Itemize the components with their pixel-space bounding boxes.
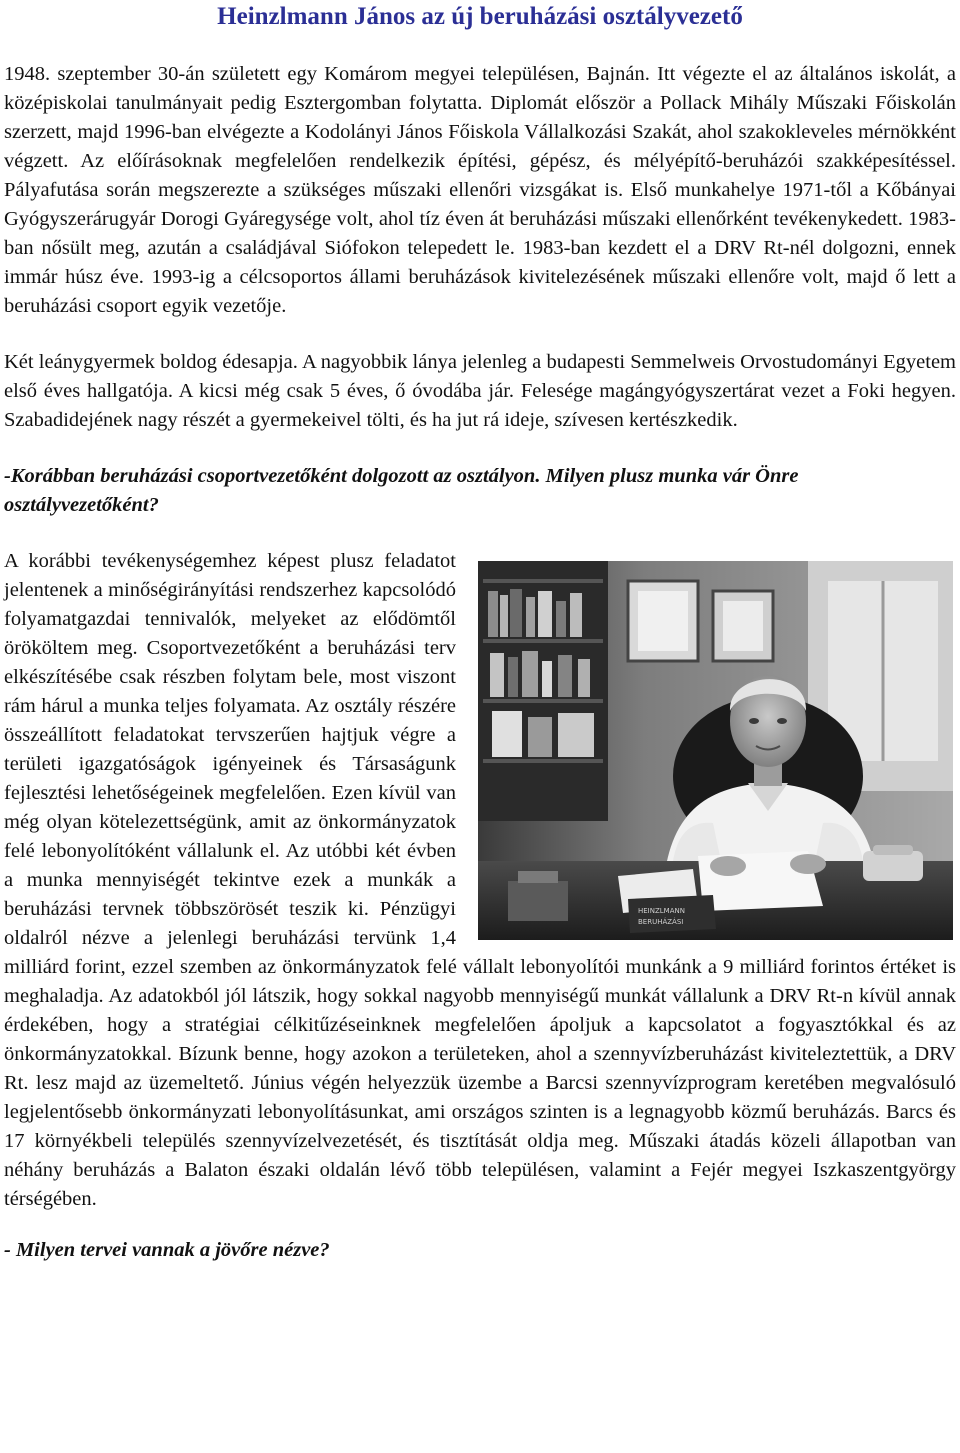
portrait-photo-icon <box>478 561 953 940</box>
answer-section <box>4 547 956 1214</box>
article-title: Heinzlmann János az új beruházási osztályvezető <box>217 3 743 30</box>
desk-sign-line-2: BERUHÁZÁSI <box>638 918 684 926</box>
interview-question-1: -Korábban beruházási csoportvezetőként dolgozott az osztályon. Milyen plusz munka vár Önre osztályvezetőként? <box>4 465 799 516</box>
desk-sign-line-1: HEINZLMANN <box>638 907 685 915</box>
biography-paragraph: 1948. szeptember 30-án született egy Komárom megyei településen, Bajnán. Itt végezte el az általános iskolát, a középiskolai tanulmányait pedig Esztergomban folytatta. Diplomát először a Pollack Mihály Műszaki Főiskolán szerzett, majd 1996-ban elvégezte a Kodolányi János Főiskola Vállalkozási Szakát, ahol szakokleveles mérnökként végzett. Az előírásoknak megfelelően rendelkezik építési, gépész, és mélyépítő-beruházói szakképesítéssel. Pályafutása során megszerezte a szükséges műszaki ellenőri vizsgákat is. Első munkahelye 1971-től a Kőbányai Gyógyszerárugyár Dorogi Gyáregysége volt, ahol tíz éven át beruházási műszaki ellenőrként tevékenykedett. 1983-ban nősült meg, azután a családjával Siófokon telepedett le. 1983-ban kezdett el a DRV Rt-nél dolgozni, ennek immár húsz éve. 1993-ig a célcsoportos állami beruházások kivitelezésének műszaki ellenőre volt, majd ő lett a beruházási csoport egyik vezetője. <box>4 63 956 317</box>
interview-question-2: - Milyen tervei vannak a jövőre nézve? <box>4 1239 330 1261</box>
family-paragraph: Két leánygyermek boldog édesapja. A nagyobbik lánya jelenleg a budapesti Semmelweis Orvostudományi Egyetem első éves hallgatója. A kicsi még csak 5 éves, ő óvodába jár. Felesége magángyógyszertárat vezet a Foki hegyen. Szabadidejének nagy részét a gyermekeivel tölti, és ha jut rá ideje, szívesen kertészkedik. <box>4 351 956 431</box>
answer-paragraph-1: A korábbi tevékenységemhez képest plusz feladatot jelentenek a minőségirányítási rendszerhez kapcsolódó folyamatgazdai tennivalók, melyeket az elődömtől örököltem meg. Csoportvezetőként a beruházási terv elkészítésébe csak részben folytam bele, most viszont rám hárul a munka teljes folyamata. Az osztály részére összeállított feladatokat tervszerűen hajtjuk végre a területi igazgatóságok igényeinek és Társaságunk fejlesztési lehetőségeinek megfelelően. Ezen kívül van még olyan kötelezettségünk, amit az önkormányzatok felé lebonyolítóként vállalunk el. Az utóbbi két évben a munka mennyiségét tekintve ezek a munkák a beruházási tervnek többszörösét teszik ki. Pénzügyi oldalról nézve a jelenlegi beruházási tervünk 1,4 milliárd forint, ezzel szemben az önkormányzatok felé vállalt lebonyolítói munkánk a 9 milliárd forintos értéket is meghaladja. Az adatokból jól látszik, hogy sokkal nagyobb mennyiségű munkát vállalunk a DRV Rt-n kívül annak érdekében, hogy a stratégiai célkitűzéseinknek megfelelően ápoljuk a kapcsolatot a fogyasztókkal és az önkormányzatokkal. Bízunk benne, hogy azokon a területeken, ahol a szennyvízberuházást kiviteleztettük, a DRV Rt. lesz majd az üzemeltető. Június végén helyezzük üzembe a Barcsi szennyvízprogram keretében megvalósuló legjelentősebb önkormányzati lebonyolításunkat, ami országos szinten is a legnagyobb közmű beruházás. Barcs és 17 környékbeli település szennyvízelvezetését, és tisztítását oldja meg. Műszaki átadás közeli állapotban van néhány beruházás a Balaton északi oldalán lévő több településen, valamint a Fejér megyei Iszkaszentgyörgy térségében. <box>4 550 956 1210</box>
